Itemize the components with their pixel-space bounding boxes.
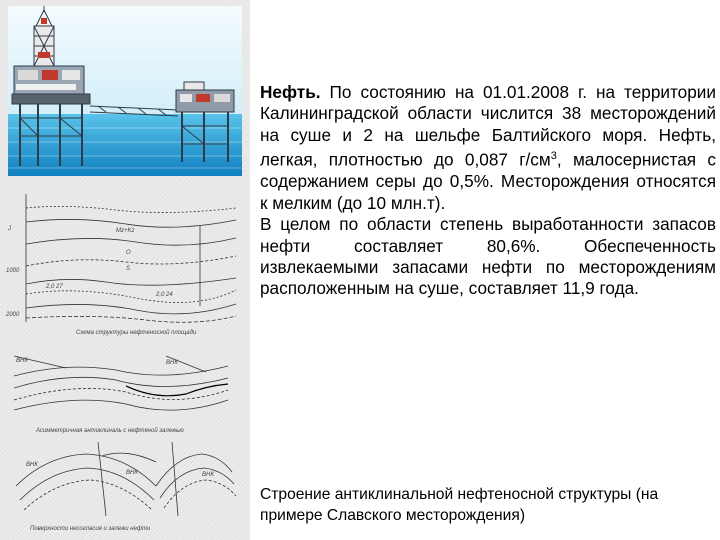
svg-text:S: S bbox=[126, 266, 131, 272]
svg-text:J: J bbox=[8, 226, 11, 232]
svg-text:1000: 1000 bbox=[6, 268, 20, 274]
svg-text:2,0 27: 2,0 27 bbox=[46, 284, 63, 290]
geological-section-diagrams bbox=[6, 186, 240, 536]
svg-text:ВНК: ВНК bbox=[202, 472, 214, 478]
svg-text:ВНК: ВНК bbox=[166, 360, 178, 366]
svg-text:O: O bbox=[126, 250, 131, 256]
svg-text:2000: 2000 bbox=[6, 312, 20, 318]
intro-text: По состоянию на 01.01.2008 г. на территории Калининградской области числится 38 месторождений на суше и 2 на шельфе Балтийского моря. Нефть, легкая, плотностью до 0,087 г/см bbox=[260, 82, 716, 170]
offshore-platform-photo bbox=[8, 6, 242, 176]
svg-text:2,0 24: 2,0 24 bbox=[156, 292, 173, 298]
title-word: Нефть. bbox=[260, 82, 321, 102]
svg-text:Асимметричная антиклиналь с не: Асимметричная антиклиналь с нефтяной залежью bbox=[36, 428, 184, 434]
svg-text:ВНК: ВНК bbox=[126, 470, 138, 476]
paragraph-depletion: В целом по области степень выработанности запасов нефти составляет 80,6%. Обеспеченность извлекаемыми запасами нефти по месторождениям расположенным на суше, составляет 11,9 года. bbox=[260, 214, 716, 299]
svg-text:ВНК: ВНК bbox=[16, 358, 28, 364]
intro-end-text: , малосернистая с содержанием серы до 0,5%. Месторождения относятся к мелким (до 10 млн.т). bbox=[260, 149, 716, 213]
svg-text:Поверхности несогласия и залеж: Поверхности несогласия и залежи нефти bbox=[30, 526, 151, 532]
paragraph-oil-reserves bbox=[260, 82, 716, 214]
svg-text:Схема структуры нефтеносной пл: Схема структуры нефтеносной площади bbox=[76, 330, 197, 336]
main-text-block bbox=[260, 82, 716, 300]
figure-caption: Строение антиклинальной нефтеносной структуры (на примере Славского месторождения) bbox=[260, 486, 659, 524]
svg-text:ВНК: ВНК bbox=[26, 462, 38, 468]
density-exponent: 3 bbox=[550, 150, 557, 163]
svg-text:Mz+Kz: Mz+Kz bbox=[116, 228, 135, 234]
